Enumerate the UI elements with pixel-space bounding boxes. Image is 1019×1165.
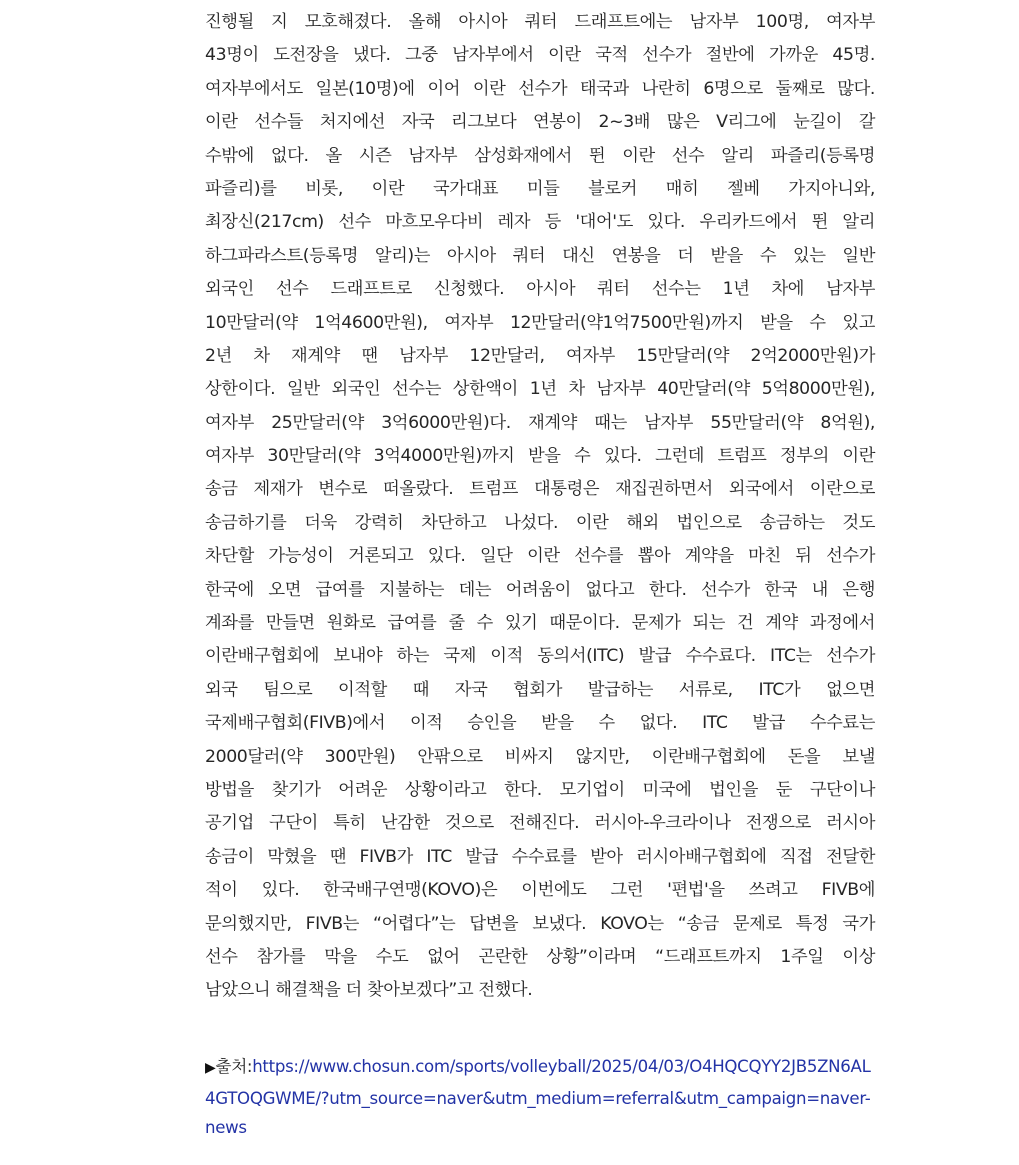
article-body — [205, 6, 875, 1008]
source-line-1 — [205, 1052, 885, 1084]
article-line: 여자부 25만달러(약 3억6000만원)다. 재계약 때는 남자부 55만달러(약 8억원), — [205, 412, 875, 433]
article-line: 10만달러(약 1억4600만원), 여자부 12만달러(약1억7500만원)까지 받을 수 있고 — [205, 312, 875, 333]
article-line: 공기업 구단이 특히 난감한 것으로 전해진다. 러시아-우크라이나 전쟁으로 러시아 — [205, 813, 875, 834]
article-line: 파즐리)를 비롯, 이란 국가대표 미들 블로커 매히 젤베 가지아니와, — [205, 178, 875, 199]
article-line: 수밖에 없다. 올 시즌 남자부 삼성화재에서 뛴 이란 선수 알리 파즐리(등록명 — [205, 145, 875, 166]
article-line: 선수 참가를 막을 수도 없어 곤란한 상황”이라며 “드래프트까지 1주일 이상 — [205, 946, 875, 967]
article-line: 2년 차 재계약 땐 남자부 12만달러, 여자부 15만달러(약 2억2000만원)가 — [205, 345, 875, 366]
article-line: 상한이다. 일반 외국인 선수는 상한액이 1년 차 남자부 40만달러(약 5억8000만원), — [205, 379, 875, 400]
article-line: 2000달러(약 300만원) 안팎으로 비싸지 않지만, 이란배구협회에 돈을 보낼 — [205, 746, 875, 767]
source-line-3 — [205, 1113, 885, 1143]
article-line: 송금하기를 더욱 강력히 차단하고 나섰다. 이란 해외 법인으로 송금하는 것도 — [205, 512, 875, 533]
article-line: 방법을 찾기가 어려운 상황이라고 한다. 모기업이 미국에 법인을 둔 구단이나 — [205, 779, 875, 800]
article-line: 계좌를 만들면 원화로 급여를 줄 수 있기 때문이다. 문제가 되는 건 계약 과정에서 — [205, 613, 875, 634]
article-line: 한국에 오면 급여를 지불하는 데는 어려움이 없다고 한다. 선수가 한국 내 은행 — [205, 579, 875, 600]
article-line: 하그파라스트(등록명 알리)는 아시아 쿼터 대신 연봉을 더 받을 수 있는 일반 — [205, 245, 875, 266]
source-link[interactable]: https://www.chosun.com/sports/volleyball/2025/04/03/O4HQCQYY2JB5ZN6AL — [252, 1057, 871, 1076]
article-line: 진행될 지 모호해졌다. 올해 아시아 쿼터 드래프트에는 남자부 100명, 여자부 — [205, 12, 875, 32]
article-line: 송금이 막혔을 땐 FIVB가 ITC 발급 수수료를 받아 러시아배구협회에 직접 전달한 — [205, 846, 875, 867]
article-line: 남았으니 해결책을 더 찾아보겠다”고 전했다. — [205, 980, 533, 1001]
article-line: 적이 있다. 한국배구연맹(KOVO)은 이번에도 그런 '편법'을 쓰려고 FIVB에 — [205, 880, 875, 901]
article-line: 43명이 도전장을 냈다. 그중 남자부에서 이란 국적 선수가 절반에 가까운 45명. — [205, 45, 875, 66]
article-line: 차단할 가능성이 거론되고 있다. 일단 이란 선수를 뽑아 계약을 마친 뒤 선수가 — [205, 546, 875, 567]
article-line: 외국인 선수 드래프트로 신청했다. 아시아 쿼터 선수는 1년 차에 남자부 — [205, 279, 875, 300]
article-line: 송금 제재가 변수로 떠올랐다. 트럼프 대통령은 재집권하면서 외국에서 이란으로 — [205, 479, 875, 500]
article-line: 국제배구협회(FIVB)에서 이적 승인을 받을 수 없다. ITC 발급 수수료는 — [205, 713, 875, 734]
source-label: 출처: — [215, 1057, 253, 1076]
article-line: 최장신(217cm) 선수 마흐모우다비 레자 등 '대어'도 있다. 우리카드에서 뛴 알리 — [205, 212, 875, 233]
article-line: 이란 선수들 처지에선 자국 리그보다 연봉이 2~3배 많은 V리그에 눈길이 갈 — [205, 112, 875, 133]
article-line: 이란배구협회에 보내야 하는 국제 이적 동의서(ITC) 발급 수수료다. ITC는 선수가 — [205, 646, 875, 667]
source-link-continued[interactable]: 4GTOQGWME/?utm_source=naver&utm_medium=referral&utm_campaign=naver- — [205, 1088, 871, 1108]
article-line: 문의했지만, FIVB는 “어렵다”는 답변을 보냈다. KOVO는 “송금 문제로 특정 국가 — [205, 913, 875, 934]
source-link-continued[interactable]: news — [205, 1118, 247, 1137]
source-citation — [205, 1052, 885, 1143]
source-line-2 — [205, 1084, 885, 1114]
article-line: 여자부에서도 일본(10명)에 이어 이란 선수가 태국과 나란히 6명으로 둘째로 많다. — [205, 78, 875, 99]
article-line: 외국 팀으로 이적할 때 자국 협회가 발급하는 서류로, ITC가 없으면 — [205, 679, 875, 700]
article-line: 여자부 30만달러(약 3억4000만원)까지 받을 수 있다. 그런데 트럼프 정부의 이란 — [205, 446, 875, 467]
triangle-arrow-icon: ▶ — [205, 1060, 216, 1076]
